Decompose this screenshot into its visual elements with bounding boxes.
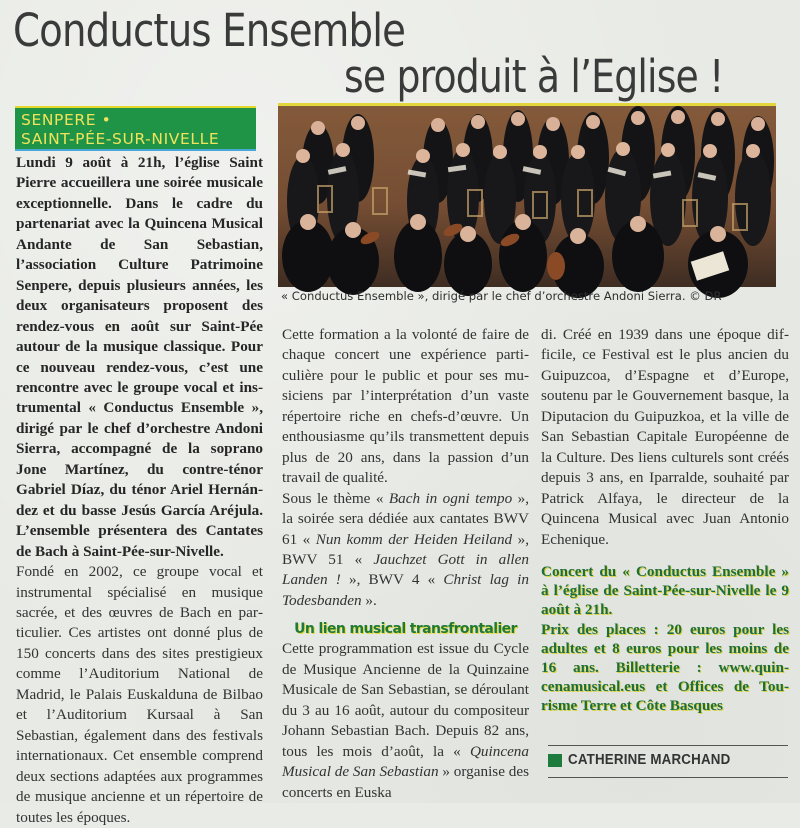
kicker-line-2: SAINT-PÉE-SUR-NIVELLE	[21, 130, 220, 148]
location-kicker	[15, 106, 256, 151]
square-bullet-icon	[548, 754, 562, 767]
text-span: », BWV 51 «	[282, 530, 530, 568]
theme-title: Bach in ogni tempo	[388, 489, 513, 507]
cantata-title: Jauchzet Gott in allen Landen !	[282, 550, 529, 589]
author-name: CATHERINE MARCHAND	[568, 752, 731, 768]
headline-line-2: se produit à l’Eglise !	[344, 50, 724, 103]
byline-rule-bottom	[548, 777, 788, 778]
text-span: Sous le thème «	[282, 489, 389, 507]
middle-paragraph-3	[282, 639, 529, 803]
middle-paragraph-1: Cette formation a la volonté de faire de chaque concert une expérience particulière pour le public et pour ses musiciens par l’interprétation d’un vaste répertoire riche en chefs-d’œuvre. Un enthousiasme qu’ils transmettent depuis plus de 20 ans, dans la passion d’un travail de qualité.	[282, 326, 529, 487]
right-paragraph-1: di. Créé en 1939 dans une époque difficile, ce Festival est le plus ancien du Guipuzcoa, d’Espagne et d’Europe, soutenu par le Gouvernement basque, la Diputacion du Guipuzkoa, et la ville de San Sebastian Capitale Européenne de la Culture. Des liens culturels sont créés depuis 3 ans, en Iparralde, souhaité par Patrick Alfaya, le directeur de la Quincena Musical avec Juan Antonio Echenique.	[541, 326, 789, 548]
middle-column	[282, 325, 529, 803]
concert-info: Concert du « Conductus Ensemble » à l’église de Saint-Pée-sur-Nivelle le 9 août à 21h.	[541, 562, 789, 619]
kicker-line-1: SENPERE •	[21, 111, 112, 129]
festival-name: Quincena Musical de San Sebastian	[282, 742, 529, 781]
text-span: ».	[361, 591, 377, 609]
left-column	[16, 153, 263, 828]
choir-photo-illustration	[278, 106, 776, 287]
body-paragraph: Fondé en 2002, ce groupe vocal et instrumental spécialisé en musique sacrée, et des œuvres de Bach en particulier. Ces artistes ont donné plus de 150 concerts dans des sites prestigieux comme l’Auditorium National de Madrid, le Palais Euskalduna de Bilbao et l’Auditorium Kursaal à San Sebastian, également dans des festivals internationaux. Cet ensemble comprend deux sections adaptées aux programmes de musique ancienne et un répertoire de toutes les époques.	[16, 563, 263, 826]
choir-photo	[278, 103, 776, 284]
right-column	[541, 325, 789, 716]
byline-rule-top	[548, 745, 788, 746]
text-span: » organise des concerts en Euska	[282, 763, 529, 801]
byline	[548, 752, 745, 768]
photo-caption: « Conductus Ensemble », dirigé par le chef d’orchestre Andoni Sierra. © DR	[281, 289, 722, 303]
ticket-info: Prix des places : 20 euros pour les adultes et 8 euros pour les moins de 16 ans. Billetterie : www.quincenamusical.eus et Offices de Tourisme Terre et Côte Basques	[541, 620, 789, 715]
cantata-title: Nun komm der Heiden Heiland	[315, 530, 513, 548]
text-span: », la soirée sera dédiée aux cantates BWV 61 «	[282, 489, 529, 548]
lead-paragraph: Lundi 9 août à 21h, l’église Saint Pierre accueillera une soirée musicale exceptionnelle. Dans le cadre du partenariat avec la Quincena Musical Andante de San Sebastian, l’association Culture Patrimoine Senpere, depuis plusieurs années, les deux organisateurs proposent des rendez-vous en août sur Saint-Pée autour de la musique classique. Pour ce nouveau rendez-vous, c’est une rencontre avec le groupe vocal et instrumental « Conductus Ensemble », dirigé par le chef d’orchestre Andoni Sierra, accompagné de la soprano Jone Martínez, du contre-ténor Gabriel Díaz, du ténor Ariel Hernández et du basse Jesús García Aréjula. L’ensemble présentera des Cantates de Bach à Saint-Pée-sur-Nivelle.	[16, 154, 263, 560]
section-subhead: Un lien musical transfrontalier	[294, 621, 517, 638]
spacer	[541, 550, 789, 562]
cantata-title: Christ lag in Todesbanden	[282, 571, 529, 609]
middle-paragraph-2	[282, 489, 529, 612]
text-span: Cette programmation est issue du Cycle de Musique Ancienne de la Quinzaine Musicale de San Sebastian, se déroulant du 3 au 16 août, autour du compositeur Johann Sebastian Bach. Depuis 82 ans, tous les mois d’août, la «	[282, 640, 529, 760]
practical-info	[541, 562, 789, 716]
headline-line-1: Conductus Ensemble	[13, 4, 406, 57]
text-span: », BWV 4 «	[340, 571, 444, 589]
